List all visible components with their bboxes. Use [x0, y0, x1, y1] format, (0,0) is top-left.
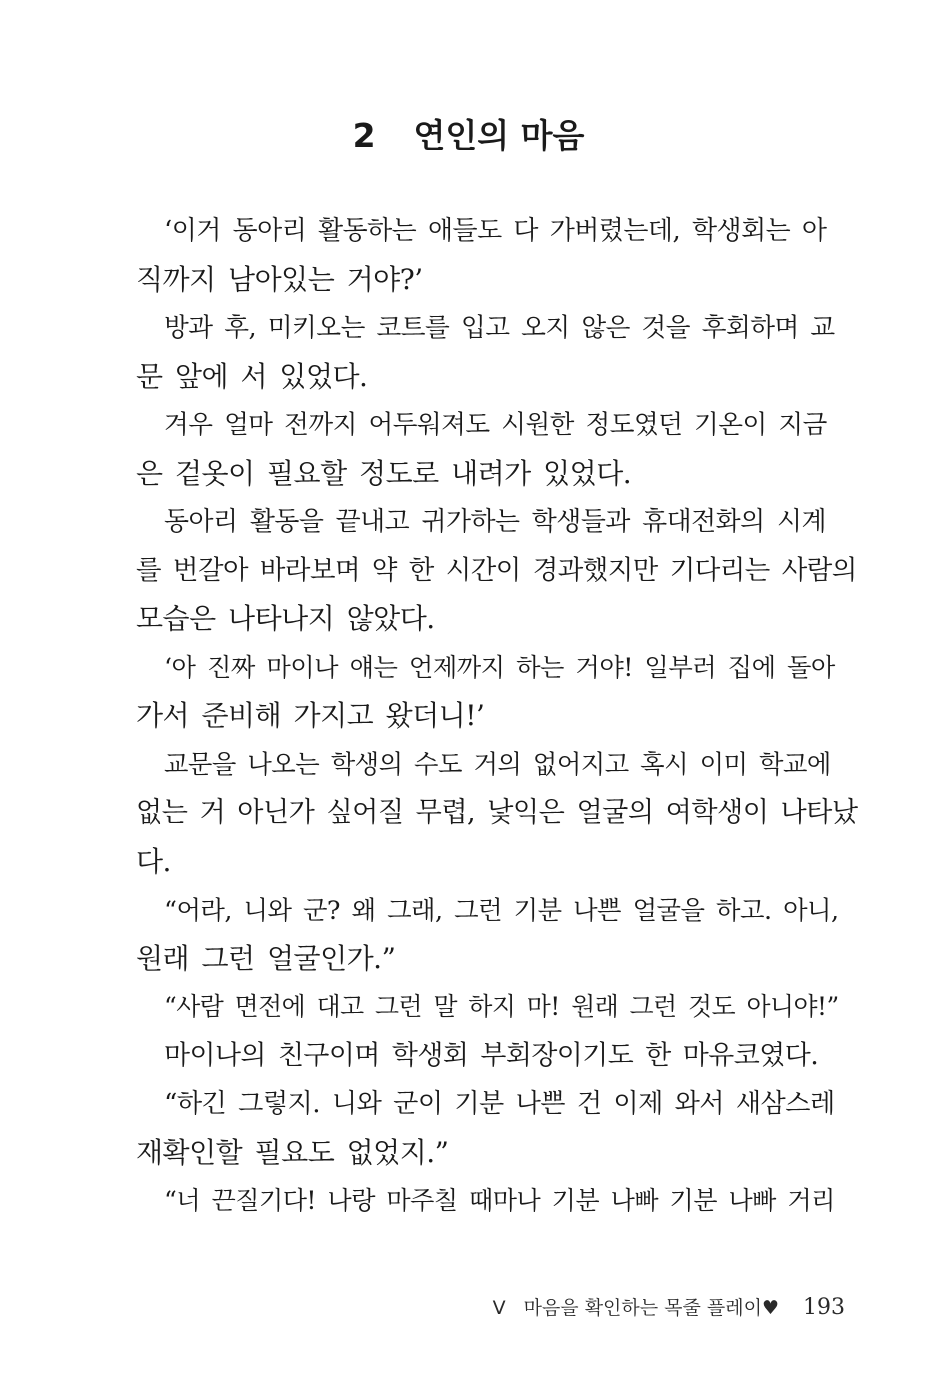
text-line: 문 앞에 서 있었다.: [136, 359, 368, 393]
text-line: “사람 면전에 대고 그런 말 하지 마! 원래 그런 것도 아니야!”: [164, 992, 839, 1021]
paragraph: [136, 1032, 826, 1081]
text-line: 다.: [136, 844, 171, 878]
text-line: 교문을 나오는 학생의 수도 거의 없어지고 혹시 이미 학교에: [164, 749, 831, 779]
paragraph: [136, 983, 839, 1032]
text-line: “어라, 니와 군? 왜 그래, 그런 기분 나쁜 얼굴을 하고. 아니,: [164, 895, 839, 925]
text-line: 가서 준비해 가지고 왔더니!’: [136, 699, 485, 732]
paragraph: [136, 1080, 835, 1177]
text-line: 동아리 활동을 끝내고 귀가하는 학생들과 휴대전화의 시계: [164, 507, 826, 537]
text-line: 마이나의 친구이며 학생회 부회장이기도 한 마유코였다.: [164, 1039, 819, 1071]
text-line: “너 끈질기다! 나랑 마주칠 때마나 기분 나빠 기분 나빠 거리: [164, 1186, 835, 1215]
footer-section-title: 마음을 확인하는 목줄 플레이♥: [523, 1297, 779, 1319]
body-text: [136, 207, 858, 1226]
text-line: 모습은 나타나지 않았다.: [136, 602, 435, 635]
text-line: 원래 그런 얼굴인가.”: [136, 941, 396, 975]
text-line: ‘이거 동아리 활동하는 애들도 다 가버렸는데, 학생회는 아: [164, 216, 827, 246]
chapter-title: 연인의 마음: [413, 116, 585, 155]
chapter-number: 2: [352, 116, 376, 155]
text-line: ‘아 진짜 마이나 얘는 언제까지 하는 거야! 일부러 집에 돌아: [164, 652, 835, 682]
paragraph: [136, 644, 835, 741]
text-line: “하긴 그렇지. 니와 군이 기분 나쁜 건 이제 와서 새삼스레: [164, 1089, 835, 1119]
text-line: 직까지 남아있는 거야?’: [136, 262, 423, 296]
running-footer: [493, 1292, 845, 1324]
paragraph: [136, 741, 858, 887]
paragraph: [136, 401, 826, 498]
text-line: 방과 후, 미키오는 코트를 입고 오지 않은 것을 후회하며 교: [164, 313, 835, 343]
paragraph: [136, 498, 857, 644]
text-line: 를 번갈아 바라보며 약 한 시간이 경과했지만 기다리는 사람의: [136, 554, 857, 586]
paragraph: [136, 886, 839, 983]
chapter-heading: [0, 112, 937, 160]
text-line: 없는 거 아닌가 싶어질 무렵, 낯익은 얼굴의 여학생이 나타났: [136, 797, 858, 828]
footer-part-number: V: [492, 1297, 506, 1319]
page-number: 193: [803, 1295, 845, 1320]
text-line: 겨우 얼마 전까지 어두워져도 시원한 정도였던 기온이 지금: [164, 410, 827, 440]
paragraph: [136, 304, 835, 401]
paragraph: [136, 1177, 835, 1226]
text-line: 재확인할 필요도 없었지.”: [136, 1135, 449, 1169]
text-line: 은 겉옷이 필요할 정도로 내려가 있었다.: [136, 456, 632, 490]
paragraph: [136, 207, 826, 304]
